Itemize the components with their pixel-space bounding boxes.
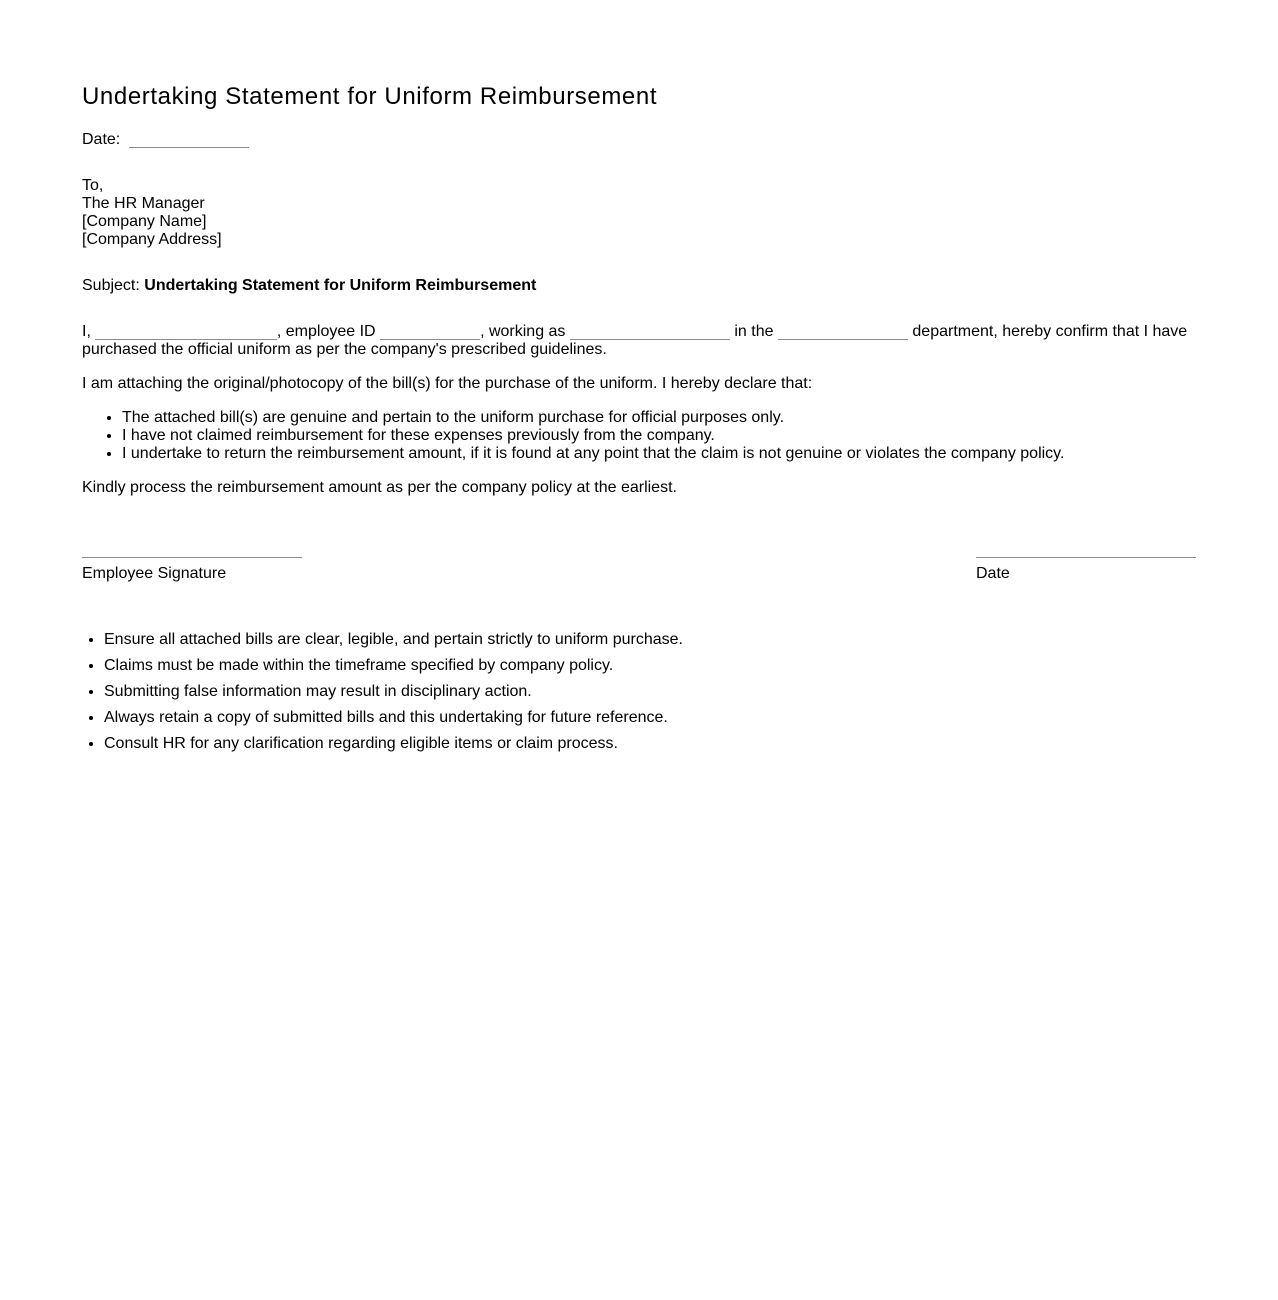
signature-date-label: Date: [976, 565, 1010, 582]
declaration-item: • I undertake to return the reimbursement amount, if it is found at any point that the claim is not genuine or violates the company policy.: [122, 445, 1064, 463]
closing-statement: Kindly process the reimbursement amount as per the company policy at the earliest.: [82, 479, 677, 496]
note-item: • Always retain a copy of submitted bills and this undertaking for future reference.: [104, 709, 683, 727]
declaration-item: • The attached bill(s) are genuine and pertain to the uniform purchase for official purposes only.: [122, 409, 1064, 427]
note-item: • Consult HR for any clarification regarding eligible items or claim process.: [104, 735, 683, 753]
recipient-name: The HR Manager: [82, 195, 205, 212]
intro-text-5: department, hereby confirm that I have purchased the official uniform as per the company's prescribed guidelines.: [82, 323, 1188, 358]
intro-text-3: , working as: [480, 323, 566, 340]
department-blank[interactable]: [778, 325, 908, 340]
attachment-statement: I am attaching the original/photocopy of the bill(s) for the purchase of the uniform. I hereby declare that:: [82, 375, 813, 392]
employee-id-blank[interactable]: [380, 325, 480, 340]
declaration-list: [82, 409, 1064, 463]
date-row: [82, 131, 249, 149]
note-item: • Submitting false information may result in disciplinary action.: [104, 683, 683, 701]
subject-line: [82, 277, 536, 295]
declaration-item: • I have not claimed reimbursement for these expenses previously from the company.: [122, 427, 1064, 445]
note-item: • Claims must be made within the timeframe specified by company policy.: [104, 657, 683, 675]
recipient-to: To,: [82, 177, 104, 194]
intro-text-1: I,: [82, 323, 91, 340]
subject-text: Undertaking Statement for Uniform Reimbursement: [144, 277, 537, 294]
designation-blank[interactable]: [570, 325, 730, 340]
subject-label: Subject:: [82, 277, 140, 294]
signature-line[interactable]: [82, 557, 302, 558]
signature-label: Employee Signature: [82, 565, 227, 582]
note-item: • Ensure all attached bills are clear, legible, and pertain strictly to uniform purchase.: [104, 631, 683, 649]
intro-paragraph: [82, 323, 1198, 359]
document-title: Undertaking Statement for Uniform Reimbursement: [82, 83, 658, 110]
recipient-address: [82, 177, 222, 249]
date-blank-field[interactable]: [129, 133, 249, 148]
recipient-address-line: [Company Address]: [82, 231, 222, 248]
signature-date-line[interactable]: [976, 557, 1196, 558]
date-label: Date:: [82, 131, 121, 148]
intro-text-2: , employee ID: [276, 323, 376, 340]
intro-text-4: in the: [734, 323, 774, 340]
employee-name-blank[interactable]: [95, 325, 277, 340]
notes-list: [82, 631, 683, 761]
recipient-company: [Company Name]: [82, 213, 207, 230]
